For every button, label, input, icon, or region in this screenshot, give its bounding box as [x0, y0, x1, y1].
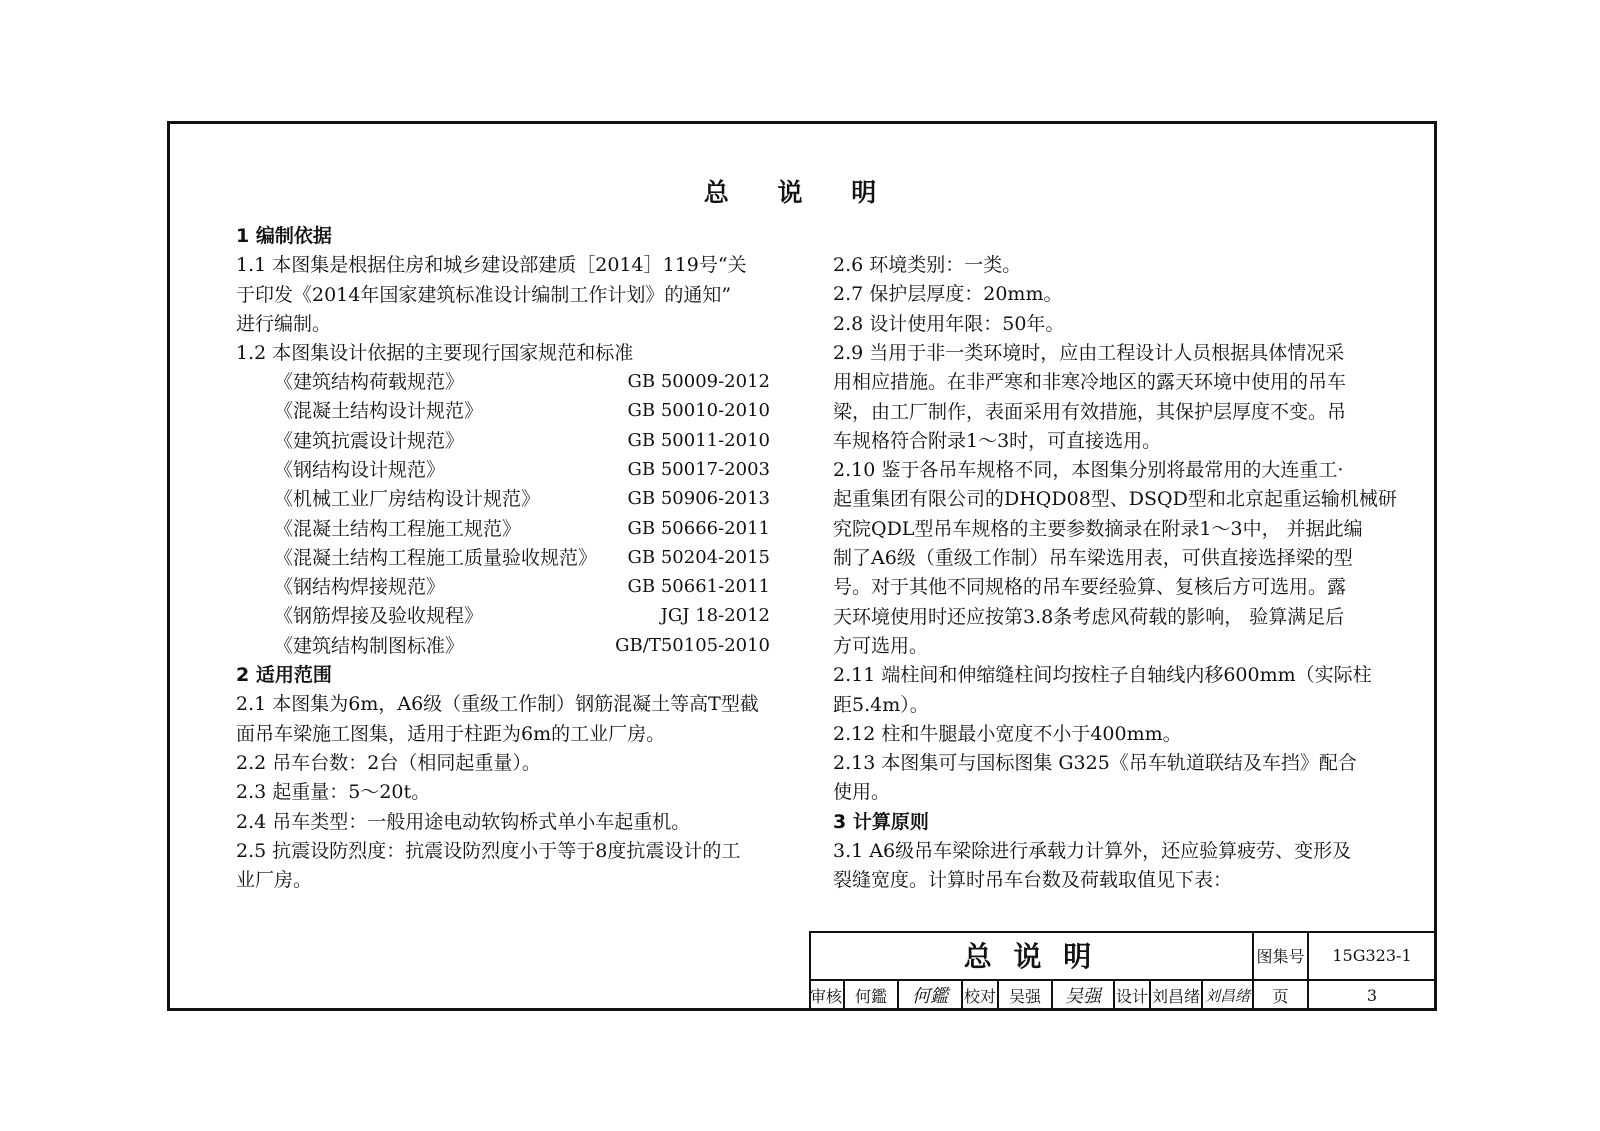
standard-name: 《建筑结构制图标准》	[274, 634, 465, 657]
paragraph-line: 2.3 起重量：5～20t。	[236, 781, 431, 804]
paragraph-line: 究院QDL型吊车规格的主要参数摘录在附录1～3中， 并据此编	[833, 517, 1363, 540]
paragraph-line: 面吊车梁施工图集，适用于柱距为6m的工业厂房。	[236, 722, 666, 745]
atlas-number: 15G323-1	[1332, 945, 1412, 965]
checker-sig-cell	[1053, 981, 1115, 1011]
standard-name: 《建筑结构荷载规范》	[274, 371, 465, 393]
standard-name: 《机械工业厂房结构设计规范》	[274, 488, 541, 511]
standard-name: 《混凝土结构设计规范》	[274, 400, 484, 423]
paragraph-line: 使用。	[833, 781, 891, 804]
paragraph-line: 2.11 端柱间和伸缩缝柱间均按柱子自轴线内移600mm（实际柱	[833, 664, 1372, 687]
check-label: 校对	[963, 986, 996, 1006]
standard-code: GB 50017-2003	[627, 458, 770, 480]
checker-name: 吴强	[1008, 986, 1041, 1006]
atlas-no-cell	[1309, 931, 1437, 981]
title-block	[809, 931, 1437, 1011]
paragraph-line: 2.5 抗震设防烈度：抗震设防烈度小于等于8度抗震设计的工	[236, 839, 741, 862]
standard-code: GB/T50105-2010	[615, 634, 770, 656]
paragraph-line: 制了A6级（重级工作制）吊车梁选用表，可供直接选择梁的型	[833, 547, 1353, 569]
page-title: 总 说 明	[703, 178, 897, 207]
check-label-cell	[963, 981, 999, 1011]
paragraph-line: 2.4 吊车类型：一般用途电动软钩桥式单小车起重机。	[236, 810, 691, 833]
standard-code: JGJ 18-2012	[660, 605, 770, 627]
standard-name: 《混凝土结构工程施工质量验收规范》	[274, 546, 598, 569]
paragraph-line: 2.7 保护层厚度：20mm。	[833, 283, 1063, 306]
paragraph-line: 业厂房。	[236, 869, 313, 892]
title-block-drawing-title: 总 说 明	[963, 940, 1098, 973]
design-label-cell	[1115, 981, 1151, 1011]
paragraph-line: 2.6 环境类别：一类。	[833, 254, 1022, 276]
review-label-cell	[809, 981, 845, 1011]
paragraph-line: 用相应措施。在非严寒和非寒冷地区的露天环境中使用的吊车	[833, 371, 1347, 394]
designer-cell	[1151, 981, 1203, 1011]
paragraph-line: 2.2 吊车台数：2台（相同起重量）。	[236, 751, 541, 774]
designer-name: 刘昌绪	[1151, 986, 1200, 1006]
reviewer-signature: 何鑑	[912, 986, 948, 1007]
reviewer-name: 何鑑	[854, 986, 887, 1006]
reviewer-cell	[845, 981, 899, 1011]
page-label: 页	[1272, 986, 1289, 1006]
standard-name: 《钢筋焊接及验收规程》	[274, 605, 484, 628]
standard-name: 《钢结构焊接规范》	[274, 576, 446, 599]
atlas-label-cell	[1254, 931, 1309, 981]
paragraph-line: 2.13 本图集可与国标图集 G325《吊车轨道联结及车挡》配合	[833, 752, 1357, 775]
page-number-cell	[1309, 981, 1437, 1011]
paragraph-line: 方可选用。	[833, 634, 929, 657]
paragraph-line: 2.12 柱和牛腿最小宽度不小于400mm。	[833, 722, 1182, 745]
paragraph-line: 进行编制。	[236, 312, 332, 335]
paragraph-line: 号。对于其他不同规格的吊车要经验算、复核后方可选用。露	[833, 576, 1347, 599]
reviewer-sig-cell	[899, 981, 963, 1011]
paragraph-line: 距5.4m）。	[833, 693, 929, 716]
paragraph-line: 天环境使用时还应按第3.8条考虑风荷载的影响， 验算满足后	[833, 605, 1345, 628]
title-block-title-cell	[809, 931, 1254, 981]
paragraph-line: 车规格符合附录1～3时，可直接选用。	[833, 429, 1162, 452]
section-heading: 2 适用范围	[236, 664, 332, 686]
checker-cell	[999, 981, 1053, 1011]
paragraph-line: 1.2 本图集设计依据的主要现行国家规范和标准	[236, 342, 634, 365]
standard-name: 《混凝土结构工程施工规范》	[274, 517, 522, 540]
design-label: 设计	[1115, 986, 1148, 1006]
designer-signature: 刘昌绪	[1204, 986, 1250, 1005]
paragraph-line: 于印发《2014年国家建筑标准设计编制工作计划》的通知”	[236, 283, 732, 306]
review-label: 审核	[809, 986, 842, 1006]
atlas-label: 图集号	[1256, 946, 1305, 966]
standard-code: GB 50009-2012	[627, 371, 770, 392]
paragraph-line: 2.8 设计使用年限：50年。	[833, 312, 1065, 335]
standard-code: GB 50011-2010	[627, 429, 770, 451]
standard-name: 《钢结构设计规范》	[274, 458, 446, 481]
paragraph-line: 2.1 本图集为6m，A6级（重级工作制）钢筋混凝土等高T型截	[236, 693, 759, 716]
standard-code: GB 50661-2011	[627, 576, 770, 598]
standard-code: GB 50666-2011	[627, 517, 770, 539]
designer-sig-cell	[1203, 981, 1254, 1011]
section-heading: 3 计算原则	[833, 810, 929, 833]
paragraph-line: 梁，由工厂制作，表面采用有效措施，其保护层厚度不变。吊	[833, 400, 1347, 423]
standard-code: GB 50010-2010	[627, 400, 770, 422]
standard-name: 《建筑抗震设计规范》	[274, 429, 465, 452]
paragraph-line: 1.1 本图集是根据住房和城乡建设部建质［2014］119号“关	[236, 254, 747, 277]
standard-code: GB 50906-2013	[627, 488, 770, 510]
standard-code: GB 50204-2015	[627, 546, 770, 568]
checker-signature: 吴强	[1065, 986, 1101, 1007]
page-number: 3	[1366, 985, 1378, 1005]
paragraph-line: 2.10 鉴于各吊车规格不同，本图集分别将最常用的大连重工·	[833, 459, 1344, 482]
paragraph-line: 起重集团有限公司的DHQD08型、DSQD型和北京起重运输机械研	[833, 488, 1397, 511]
page-label-cell	[1254, 981, 1309, 1011]
paragraph-line: 2.9 当用于非一类环境时，应由工程设计人员根据具体情况采	[833, 341, 1345, 364]
section-heading: 1 编制依据	[236, 225, 332, 247]
paragraph-line: 3.1 A6级吊车梁除进行承载力计算外，还应验算疲劳、变形及	[833, 840, 1352, 862]
paragraph-line: 裂缝宽度。计算时吊车台数及荷载取值见下表：	[833, 869, 1233, 892]
